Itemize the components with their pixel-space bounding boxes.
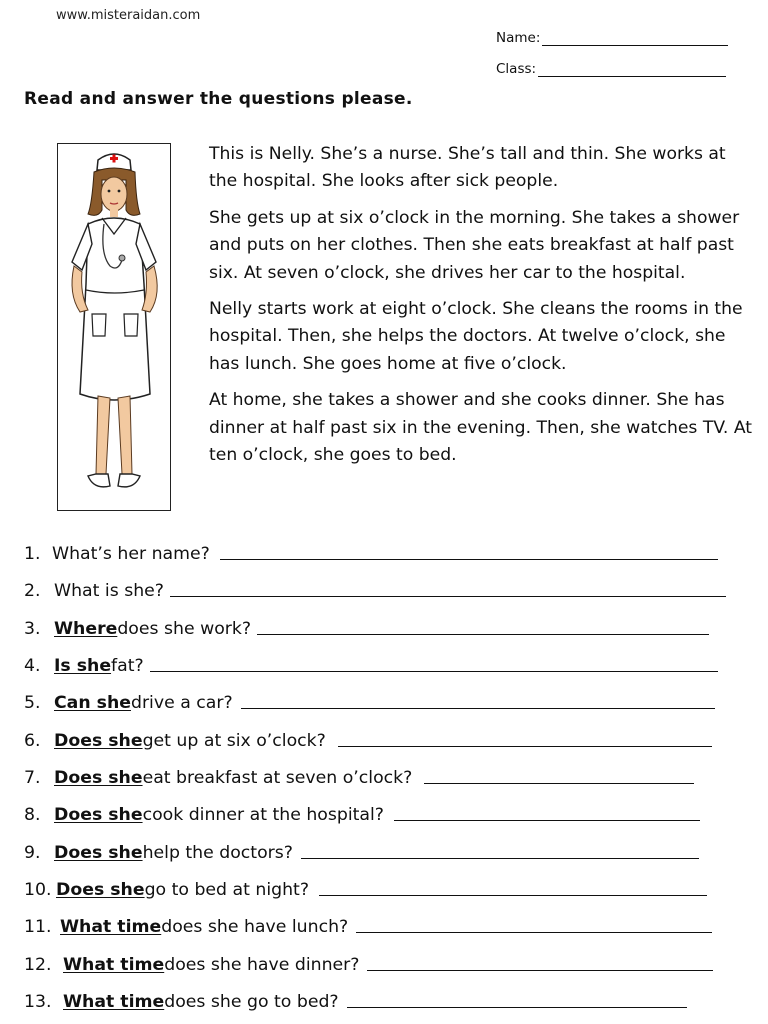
question-item	[24, 534, 718, 564]
answer-line[interactable]	[356, 931, 712, 933]
nurse-picture-frame	[57, 143, 171, 511]
question-item	[24, 870, 707, 900]
answer-line[interactable]	[338, 745, 712, 747]
question-item	[24, 833, 699, 863]
question-text: does she have dinner?	[164, 955, 360, 975]
question-keyword: Is she	[54, 656, 112, 676]
question-number: 9.	[24, 843, 41, 863]
answer-line[interactable]	[241, 707, 715, 709]
question-text: eat breakfast at seven o’clock?	[142, 768, 413, 788]
name-line[interactable]	[542, 44, 728, 46]
question-text: cook dinner at the hospital?	[142, 805, 384, 825]
question-number: 2.	[24, 581, 41, 601]
answer-line[interactable]	[170, 595, 726, 597]
question-item	[24, 945, 713, 975]
question-number: 12.	[24, 955, 52, 975]
question-text: fat?	[111, 656, 144, 676]
question-item	[24, 907, 712, 937]
question-number: 11.	[24, 917, 52, 937]
question-keyword: Where	[54, 619, 118, 639]
answer-line[interactable]	[367, 969, 713, 971]
story-paragraph: This is Nelly. She’s a nurse. She’s tall and thin. She works at the hospital. She looks after sick people.	[209, 144, 726, 192]
story-paragraph: She gets up at six o’clock in the morning. She takes a shower and puts on her clothes. Then she eats breakfast at half past six. At seven o’clock, she drives her car to the hospital.	[209, 207, 740, 283]
question-text: What’s her name?	[52, 544, 210, 564]
answer-line[interactable]	[220, 558, 718, 560]
question-keyword: Does she	[56, 880, 145, 900]
nurse-illustration-icon	[58, 144, 170, 510]
question-number: 4.	[24, 656, 41, 676]
question-text: drive a car?	[130, 693, 233, 713]
question-keyword: Does she	[54, 805, 143, 825]
question-keyword: What time	[63, 992, 165, 1012]
question-number: 1.	[24, 544, 41, 564]
question-keyword: Does she	[54, 731, 143, 751]
question-number: 10.	[24, 880, 52, 900]
answer-line[interactable]	[257, 633, 709, 635]
answer-line[interactable]	[394, 819, 700, 821]
question-item	[24, 982, 687, 1012]
class-label: Class:	[496, 61, 537, 77]
question-number: 8.	[24, 805, 41, 825]
question-keyword: What time	[60, 917, 162, 937]
question-number: 7.	[24, 768, 41, 788]
answer-line[interactable]	[424, 782, 694, 784]
question-keyword: Can she	[54, 693, 131, 713]
question-keyword: Does she	[54, 768, 143, 788]
question-text: help the doctors?	[142, 843, 293, 863]
question-keyword: Does she	[54, 843, 143, 863]
question-number: 3.	[24, 619, 41, 639]
class-line[interactable]	[538, 75, 726, 77]
reading-passage	[209, 141, 754, 478]
answer-line[interactable]	[150, 670, 718, 672]
question-keyword: What time	[63, 955, 165, 975]
question-number: 5.	[24, 693, 41, 713]
class-field[interactable]	[496, 61, 726, 77]
question-text: does she work?	[117, 619, 252, 639]
question-text: go to bed at night?	[144, 880, 309, 900]
name-field[interactable]	[496, 30, 728, 46]
question-item	[24, 571, 726, 601]
question-number: 6.	[24, 731, 41, 751]
question-item	[24, 721, 712, 751]
question-item	[24, 609, 709, 639]
question-item	[24, 683, 715, 713]
question-number: 13.	[24, 992, 52, 1012]
answer-line[interactable]	[319, 894, 707, 896]
question-item	[24, 795, 700, 825]
name-label: Name:	[496, 30, 541, 46]
question-text: does she have lunch?	[161, 917, 349, 937]
question-item	[24, 758, 694, 788]
site-url: www.misteraidan.com	[56, 8, 201, 23]
question-text: get up at six o’clock?	[142, 731, 326, 751]
question-text: What is she?	[54, 581, 164, 601]
question-text: does she go to bed?	[164, 992, 339, 1012]
answer-line[interactable]	[301, 857, 699, 859]
answer-line[interactable]	[347, 1006, 687, 1008]
story-paragraph: Nelly starts work at eight o’clock. She cleans the rooms in the hospital. Then, she helps the doctors. At twelve o’clock, she has lunch. She goes home at five o’clock.	[209, 299, 743, 374]
instruction-heading: Read and answer the questions please.	[24, 89, 413, 109]
story-paragraph: At home, she takes a shower and she cooks dinner. She has dinner at half past six in the evening. Then, she watches TV. At ten o’clock, she goes to bed.	[209, 390, 753, 466]
question-item	[24, 646, 718, 676]
